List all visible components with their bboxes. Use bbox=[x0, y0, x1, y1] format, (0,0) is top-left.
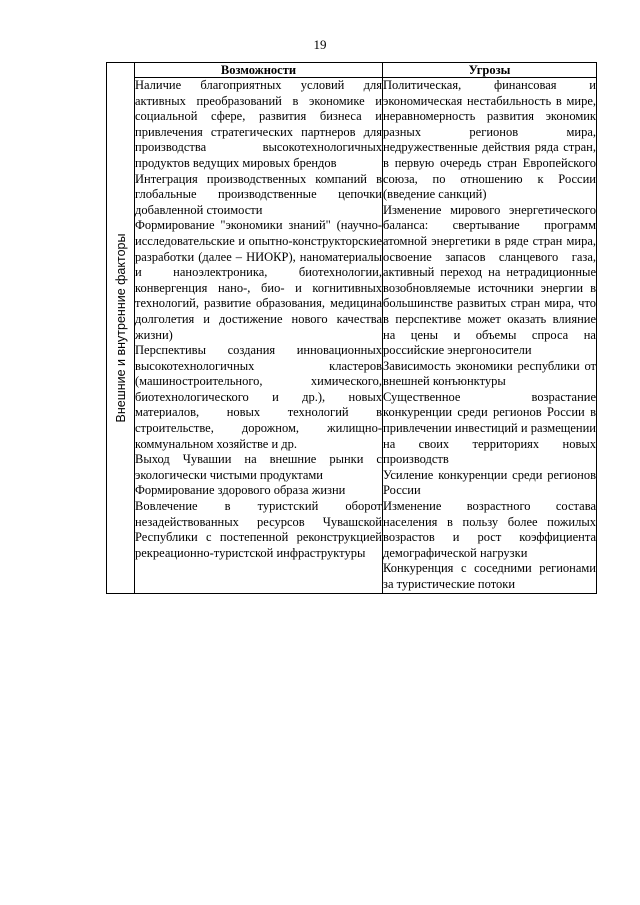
list-item: Зависимость экономики республики от внешней конъюнктуры bbox=[383, 358, 596, 389]
list-item: Формирование "экономики знаний" (научно-исследовательские и опытно-конструкторские разработки (далее – НИОКР), наноматериалы и наноэлектроника, биотехнологии, конвергенция нано-, био- и когнитивных технологий, развитие образования, медицина долголетия и достижение нового качества жизни) bbox=[135, 218, 382, 342]
list-item: Изменение возрастного состава населения в пользу более пожилых возрастов и рост коэффициента демографической нагрузки bbox=[383, 499, 596, 560]
list-item: Вовлечение в туристский оборот незадействованных ресурсов Чувашской Республики с постепенной реконструкцией рекреационно-туристской инфраструктуры bbox=[135, 499, 382, 560]
list-item: Существенное возрастание конкуренции среди регионов России в привлечении инвестиций и размещении на своих территориях новых производств bbox=[383, 389, 596, 467]
table-header-row bbox=[107, 63, 597, 78]
opportunities-column bbox=[135, 78, 383, 594]
header-opportunities: Возможности bbox=[135, 63, 383, 78]
list-item: Изменение мирового энергетического баланса: свертывание программ атомной энергетики в ряде стран мира, освоение запасов сланцевого газа, активный переход на нетрадиционные возобновляемые источники энергии в большинстве развитых стран мира, что в перспективе может оказать влияние на цены и объемы спроса на российские энергоносители bbox=[383, 202, 596, 358]
page-number: 19 bbox=[313, 37, 327, 52]
list-item: Усиление конкуренции среди регионов России bbox=[383, 467, 596, 498]
table-body-row bbox=[107, 78, 597, 594]
list-item: Перспективы создания инновационных высокотехнологичных кластеров (машиностроительного, химического, биотехнологического и др.), новых материалов, новых технологий в строительстве, дорожном, жилищно-коммунальном хозяйстве и др. bbox=[135, 343, 382, 451]
swot-table bbox=[106, 62, 597, 594]
list-item: Выход Чувашии на внешние рынки с экологически чистыми продуктами bbox=[135, 452, 382, 482]
list-item: Политическая, финансовая и экономическая нестабильность в мире, неравномерность развития экономик разных регионов мира, недружественные действия ряда стран, в первую очередь стран Европейского союза, по отношению к России (введение санкций) bbox=[383, 78, 596, 202]
list-item: Интеграция производственных компаний в глобальные производственные цепочки добавленной стоимости bbox=[135, 171, 382, 217]
list-item: Конкуренция с соседними регионами за туристические потоки bbox=[383, 561, 596, 591]
side-label-cell bbox=[107, 63, 135, 594]
side-label: Внешние и внутренние факторы bbox=[113, 233, 128, 423]
threats-column bbox=[383, 78, 597, 594]
list-item: Наличие благоприятных условий для активных преобразований в экономике и социальной сфере, развития бизнеса и привлечения стратегических партнеров для производства высокотехнологичных продуктов ведущих мировых брендов bbox=[135, 78, 382, 170]
list-item: Формирование здорового образа жизни bbox=[135, 483, 346, 498]
header-threats: Угрозы bbox=[383, 63, 597, 78]
